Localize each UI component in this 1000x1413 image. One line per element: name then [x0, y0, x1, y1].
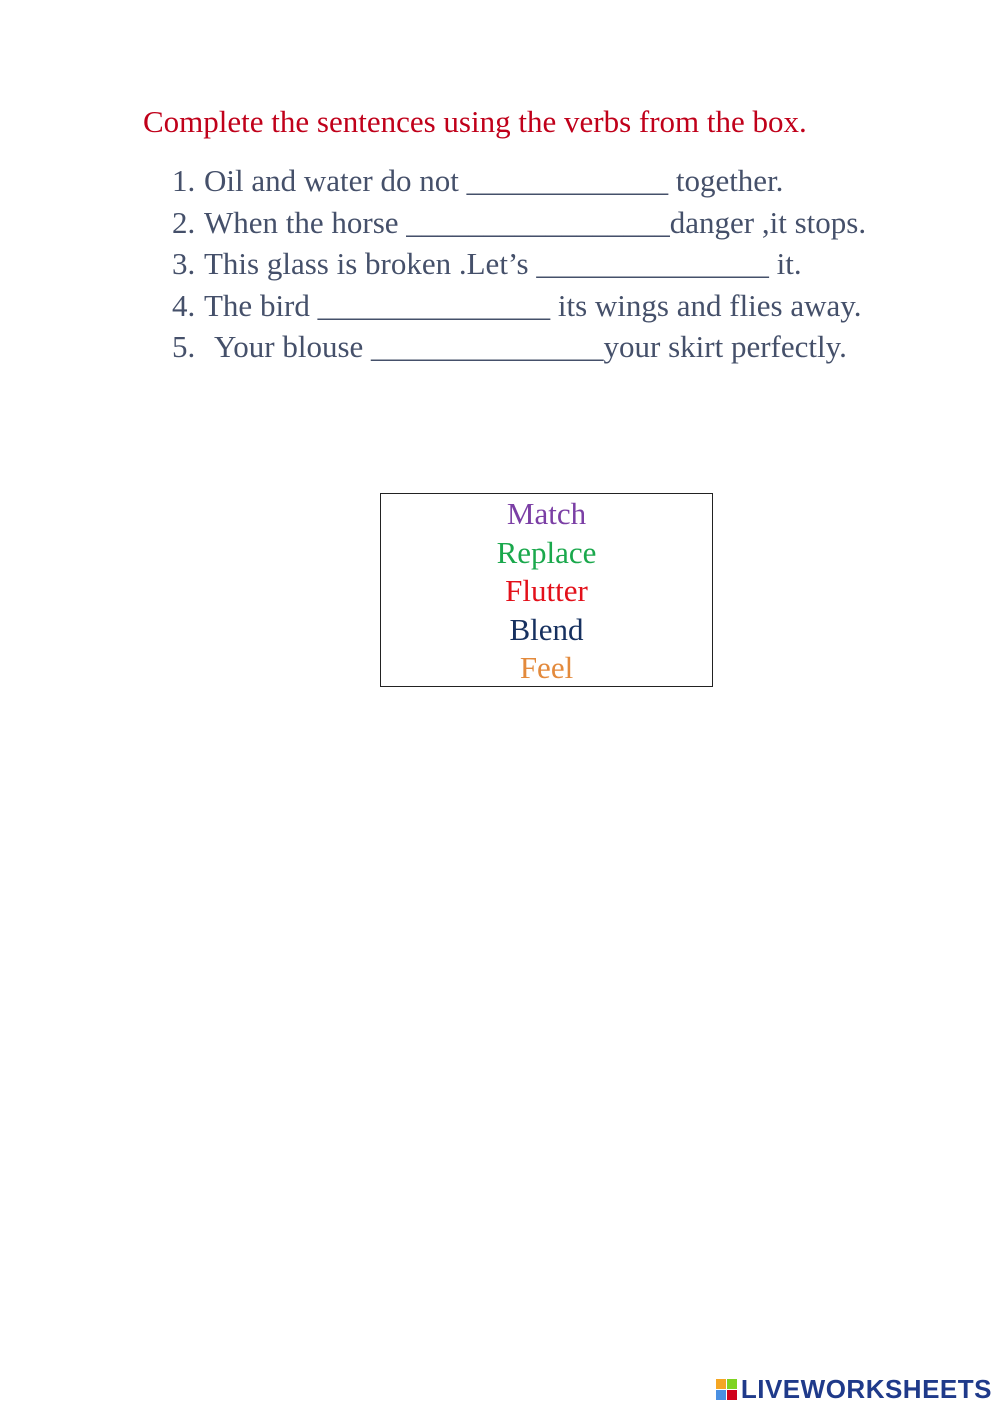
word-box	[380, 493, 713, 687]
sentence-item	[172, 326, 866, 368]
sentence-text: The bird _______________ its wings and flies away.	[204, 287, 862, 323]
logo-square	[727, 1379, 737, 1389]
word-feel: Feel	[519, 650, 574, 686]
logo-square	[727, 1390, 737, 1400]
footer-brand	[716, 1374, 992, 1405]
sentence-text: Oil and water do not _____________ together.	[204, 163, 784, 198]
sentence-text: This glass is broken .Let’s _______________ it.	[204, 246, 802, 281]
word-flutter: Flutter	[505, 573, 588, 609]
brand-name: LIVEWORKSHEETS	[740, 1374, 992, 1404]
sentence-item	[172, 160, 866, 202]
sentence-text: When the horse _________________danger ,it stops.	[204, 204, 867, 240]
word-replace: Replace	[496, 534, 597, 570]
sentence-list	[172, 160, 866, 368]
liveworksheets-logo-icon	[716, 1379, 737, 1400]
sentence-number: 1.	[172, 163, 196, 198]
sentence-item	[172, 202, 866, 244]
logo-square	[716, 1379, 726, 1389]
sentence-number: 2.	[172, 204, 196, 240]
sentence-number: 5.	[172, 329, 196, 364]
sentence-number: 3.	[172, 246, 196, 281]
sentence-text: Your blouse _______________your skirt perfectly.	[214, 329, 847, 364]
word-match: Match	[506, 496, 587, 531]
sentence-number: 4.	[172, 287, 196, 323]
sentence-item	[172, 285, 866, 327]
sentence-item	[172, 243, 866, 285]
logo-square	[716, 1390, 726, 1400]
word-blend: Blend	[509, 611, 584, 647]
instruction-heading: Complete the sentences using the verbs from the box.	[143, 104, 807, 139]
